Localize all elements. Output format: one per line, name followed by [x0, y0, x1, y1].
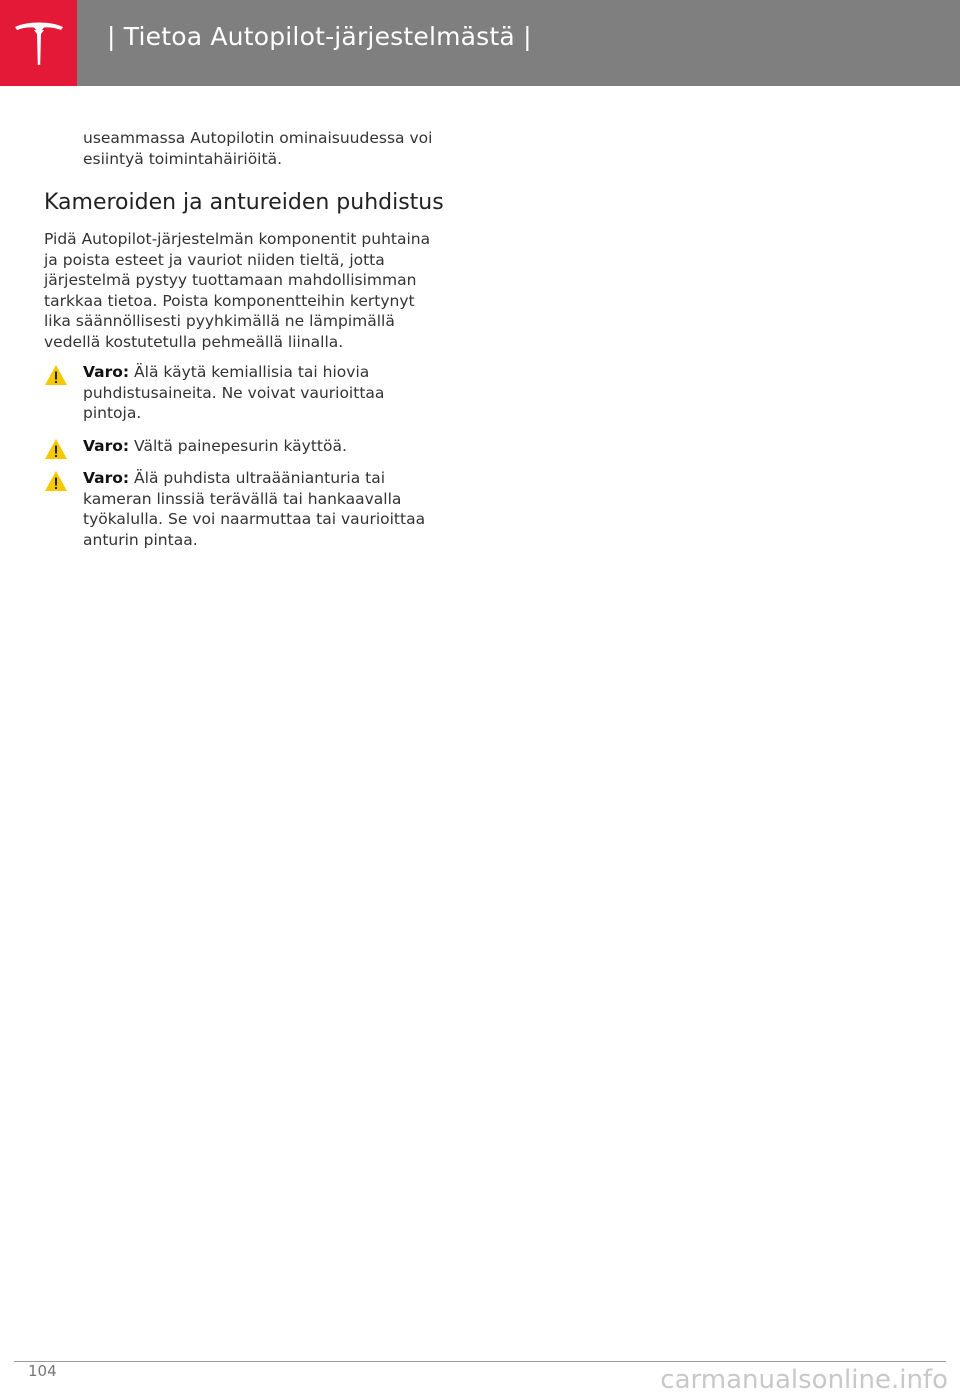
warning-item: [44, 436, 444, 457]
continued-paragraph: useammassa Autopilotin ominaisuudessa voi esiintyä toimintahäiriöitä.: [83, 129, 433, 168]
warning-label: Varo:: [83, 363, 130, 381]
warning-triangle-icon: [44, 364, 68, 386]
warning-item: [44, 362, 444, 424]
page-number: 104: [28, 1362, 57, 1380]
warning-text: Älä käytä kemiallisia tai hiovia puhdistusaineita. Ne voivat vaurioittaa pintoja.: [83, 363, 385, 422]
main-content: [44, 128, 444, 562]
warning-label: Varo:: [83, 436, 130, 455]
tesla-logo-icon: [13, 17, 65, 69]
warning-label: Varo:: [83, 469, 130, 487]
section-title: Kameroiden ja antureiden puhdistus: [44, 190, 444, 215]
footer-divider: [14, 1361, 946, 1362]
warning-item: [44, 468, 444, 550]
warning-text: Vältä painepesurin käyttöä.: [134, 436, 347, 455]
brand-logo: [0, 0, 77, 86]
page-header: [0, 0, 960, 86]
warning-text: Älä puhdista ultraäänianturia tai kameran linssiä terävällä tai hankaavalla työkalulla. Se voi naarmuttaa tai vaurioittaa anturin pintaa.: [83, 469, 426, 549]
warning-triangle-icon: [44, 470, 68, 492]
header-title: | Tietoa Autopilot-järjestelmästä |: [107, 22, 532, 51]
watermark: carmanualsonline.info: [660, 1365, 948, 1395]
body-paragraph: Pidä Autopilot-järjestelmän komponentit puhtaina ja poista esteet ja vauriot niiden tieltä, jotta järjestelmä pystyy tuottamaan mahdollisimman tarkkaa tietoa. Poista komponentteihin kertynyt lika säännöllisesti pyyhkimällä ne lämpimällä vedellä kostutetulla pehmeällä liinalla.: [44, 230, 431, 351]
warning-triangle-icon: [44, 438, 68, 460]
